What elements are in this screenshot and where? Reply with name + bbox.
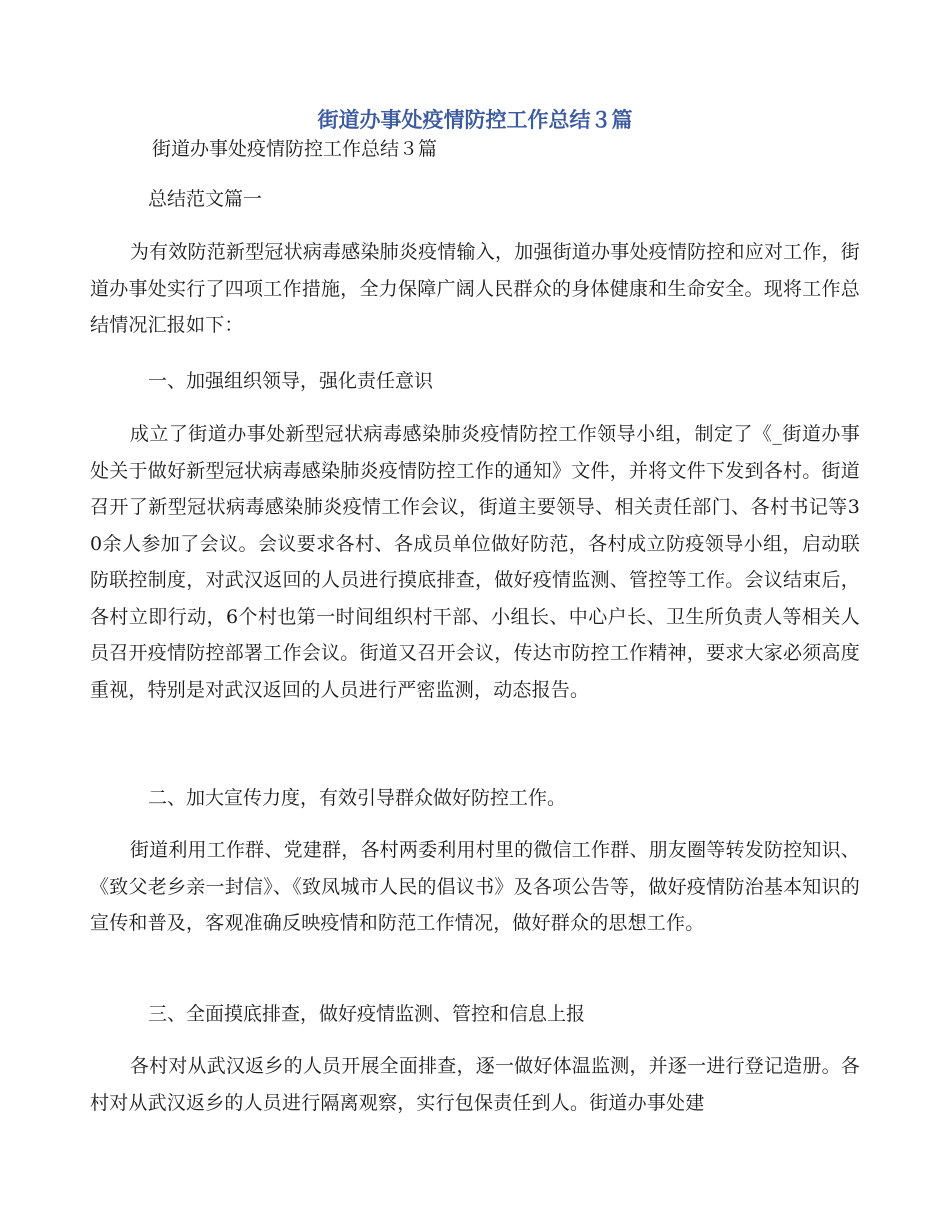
heading-screening: 三、全面摸底排查，做好疫情监测、管控和信息上报 xyxy=(148,1003,586,1025)
section-label: 总结范文篇一 xyxy=(148,188,263,210)
paragraph-organization-leadership: 成立了街道办事处新型冠状病毒感染肺炎疫情防控工作领导小组，制定了《_街道办事处关于做好新型冠状病毒感染肺炎疫情防控工作的通知》文件，并将文件下发到各村。街道召开了新型冠状病毒感染肺炎疫情工作会议，街道主要领导、相关责任部门、各村书记等30余人参加了会议。会议要求各村、各成员单位做好防范，各村成立防疫领导小组，启动联防联控制度，对武汉返回的人员进行摸底排查，做好疫情监测、管控等工作。会议结束后，各村立即行动，6个村也第一时间组织村干部、小组长、中心户长、卫生所负责人等相关人员召开疫情防控部署工作会议。街道又召开会议，传达市防控工作精神，要求大家必须高度重视，特别是对武汉返回的人员进行严密监测，动态报告。 xyxy=(90,423,860,701)
paragraph-publicity: 街道利用工作群、党建群，各村两委利用村里的微信工作群、朋友圈等转发防控知识、《致父老乡亲一封信》、《致凤城市人民的倡议书》及各项公告等，做好疫情防治基本知识的宣传和普及，客观准确反映疫情和防范工作情况，做好群众的思想工作。 xyxy=(90,839,860,934)
intro-paragraph: 为有效防范新型冠状病毒感染肺炎疫情输入，加强街道办事处疫情防控和应对工作，街道办事处实行了四项工作措施，全力保障广阔人民群众的身体健康和生命安全。现将工作总结情况汇报如下： xyxy=(90,241,860,336)
document-title: 街道办事处疫情防控工作总结３篇 xyxy=(317,108,633,132)
document-subtitle: 街道办事处疫情防控工作总结３篇 xyxy=(152,138,438,160)
heading-publicity: 二、加大宣传力度，有效引导群众做好防控工作。 xyxy=(148,787,567,809)
heading-organization-leadership: 一、加强组织领导，强化责任意识 xyxy=(148,370,434,392)
paragraph-screening: 各村对从武汉返乡的人员开展全面排查，逐一做好体温监测，并逐一进行登记造册。各村对从武汉返乡的人员进行隔离观察，实行包保责任到人。街道办事处建 xyxy=(90,1055,860,1114)
